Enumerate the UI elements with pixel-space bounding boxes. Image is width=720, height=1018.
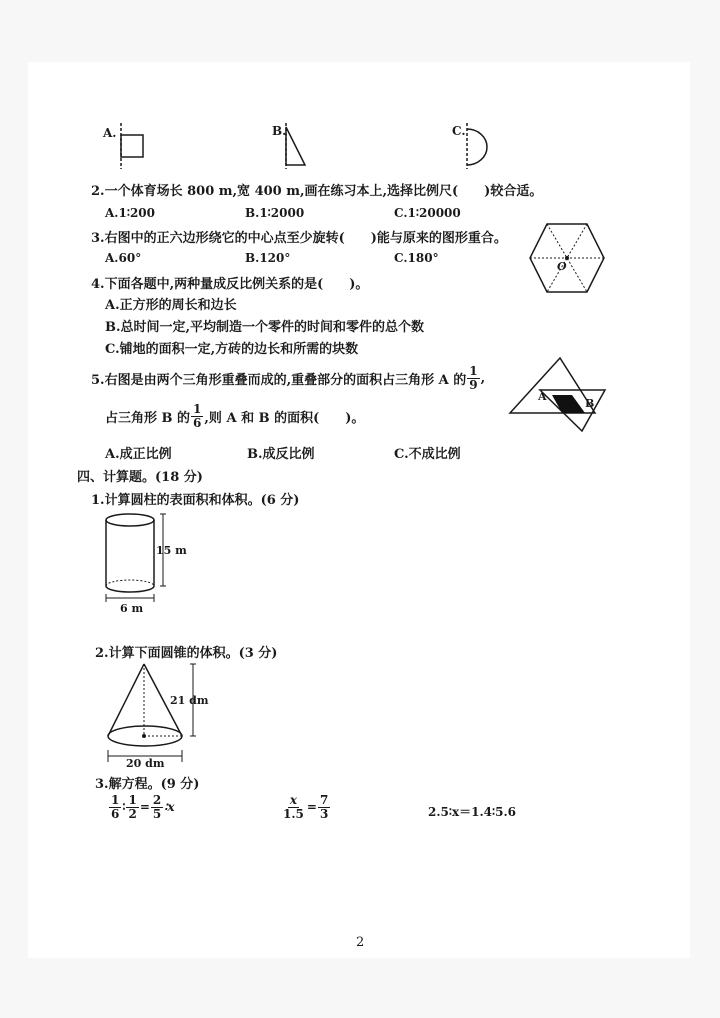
triangle-b-label: B xyxy=(585,397,595,410)
eq1-f3-numerator: 2 xyxy=(152,793,162,807)
question-2-option-b: B.1∶2000 xyxy=(245,206,305,220)
triangle-a-label: A xyxy=(538,390,547,403)
fraction-1-numerator: 1 xyxy=(469,364,478,378)
option-a-label: A. xyxy=(103,126,117,140)
fraction-2-numerator: 1 xyxy=(193,402,202,416)
page-number: 2 xyxy=(356,935,365,950)
hexagon-figure xyxy=(530,222,606,296)
calc-question-2-text: 2.计算下面圆锥的体积。(3 分) xyxy=(95,646,278,661)
equation-3: 2.5∶x＝1.4∶5.6 xyxy=(428,805,517,819)
question-5-line1 xyxy=(91,365,485,391)
eq1-f2-denominator: 2 xyxy=(128,806,137,821)
eq1-f2-numerator: 1 xyxy=(128,793,137,807)
equation-2 xyxy=(280,794,331,820)
eq2-f2-denominator: 3 xyxy=(319,806,329,821)
cone-diameter-label: 20 dm xyxy=(126,757,165,770)
option-c-figure xyxy=(464,123,496,171)
eq1-tail: ∶x xyxy=(164,800,175,815)
eq2-equals: = xyxy=(306,800,317,815)
question-5-fraction-2 xyxy=(191,403,203,429)
option-b-label: B. xyxy=(272,124,287,138)
calc-question-3-text: 3.解方程。(9 分) xyxy=(95,777,200,792)
eq1-fraction-2 xyxy=(126,794,138,820)
option-c-label: C. xyxy=(452,124,466,138)
eq1-f3-denominator: 5 xyxy=(152,806,162,821)
question-3-option-c: C.180° xyxy=(394,251,439,265)
question-2-option-a: A.1∶200 xyxy=(105,206,156,220)
question-4-option-b: B.总时间一定,平均制造一个零件的时间和零件的总个数 xyxy=(105,320,425,335)
eq2-f2-numerator: 7 xyxy=(319,793,329,807)
eq2-f1-denominator: 1.5 xyxy=(283,806,304,821)
eq1-f1-numerator: 1 xyxy=(111,793,120,807)
question-4-text: 4.下面各题中,两种量成反比例关系的是( )。 xyxy=(91,277,369,292)
eq2-f1-numerator: x xyxy=(289,793,298,807)
eq1-fraction-1 xyxy=(109,794,121,820)
question-5-text-part1: 5.右图是由两个三角形重叠而成的,重叠部分的面积占三角形 A 的 xyxy=(91,372,467,388)
question-3-option-a: A.60° xyxy=(105,251,142,265)
cone-height-label: 21 dm xyxy=(170,694,209,707)
question-4-option-a: A.正方形的周长和边长 xyxy=(105,298,237,313)
eq1-fraction-3 xyxy=(151,794,163,820)
option-b-figure xyxy=(283,123,309,171)
eq2-fraction-2 xyxy=(318,794,330,820)
cone-figure xyxy=(104,662,224,770)
section-4-title: 四、计算题。(18 分) xyxy=(77,470,203,485)
cylinder-diameter-label: 6 m xyxy=(120,602,144,615)
eq1-equals: = xyxy=(139,800,150,815)
question-5-option-b: B.成反比例 xyxy=(247,447,315,462)
question-5-option-a: A.成正比例 xyxy=(105,447,172,462)
calc-question-1-text: 1.计算圆柱的表面积和体积。(6 分) xyxy=(91,493,300,508)
hexagon-center-label: O xyxy=(557,260,567,273)
question-3-text: 3.右图中的正六边形绕它的中心点至少旋转( )能与原来的图形重合。 xyxy=(91,231,507,246)
question-5-text-part2: 占三角形 B 的 xyxy=(105,410,191,426)
option-a-figure xyxy=(118,123,150,171)
equation-1 xyxy=(108,794,175,820)
eq1-f1-denominator: 6 xyxy=(111,806,120,821)
question-5-line2 xyxy=(105,403,364,429)
question-5-option-c: C.不成比例 xyxy=(394,447,461,462)
cylinder-figure xyxy=(100,508,190,616)
question-5-text-part1-end: , xyxy=(480,370,486,386)
question-4-option-c: C.铺地的面积一定,方砖的边长和所需的块数 xyxy=(105,342,359,357)
cylinder-height-label: 15 m xyxy=(156,544,187,557)
question-2-option-c: C.1∶20000 xyxy=(394,206,461,220)
question-5-fraction-1 xyxy=(467,365,479,391)
eq2-fraction-1 xyxy=(281,794,306,820)
fraction-2-denominator: 6 xyxy=(193,415,202,430)
question-2-text: 2.一个体育场长 800 m,宽 400 m,画在练习本上,选择比例尺( )较合适。 xyxy=(91,184,543,199)
question-5-text-part2-end: ,则 A 和 B 的面积( )。 xyxy=(204,410,365,426)
eq1-colon: ∶ xyxy=(122,800,126,815)
fraction-1-denominator: 9 xyxy=(469,377,478,392)
question-3-option-b: B.120° xyxy=(245,251,291,265)
overlapping-triangles-figure xyxy=(510,358,610,434)
